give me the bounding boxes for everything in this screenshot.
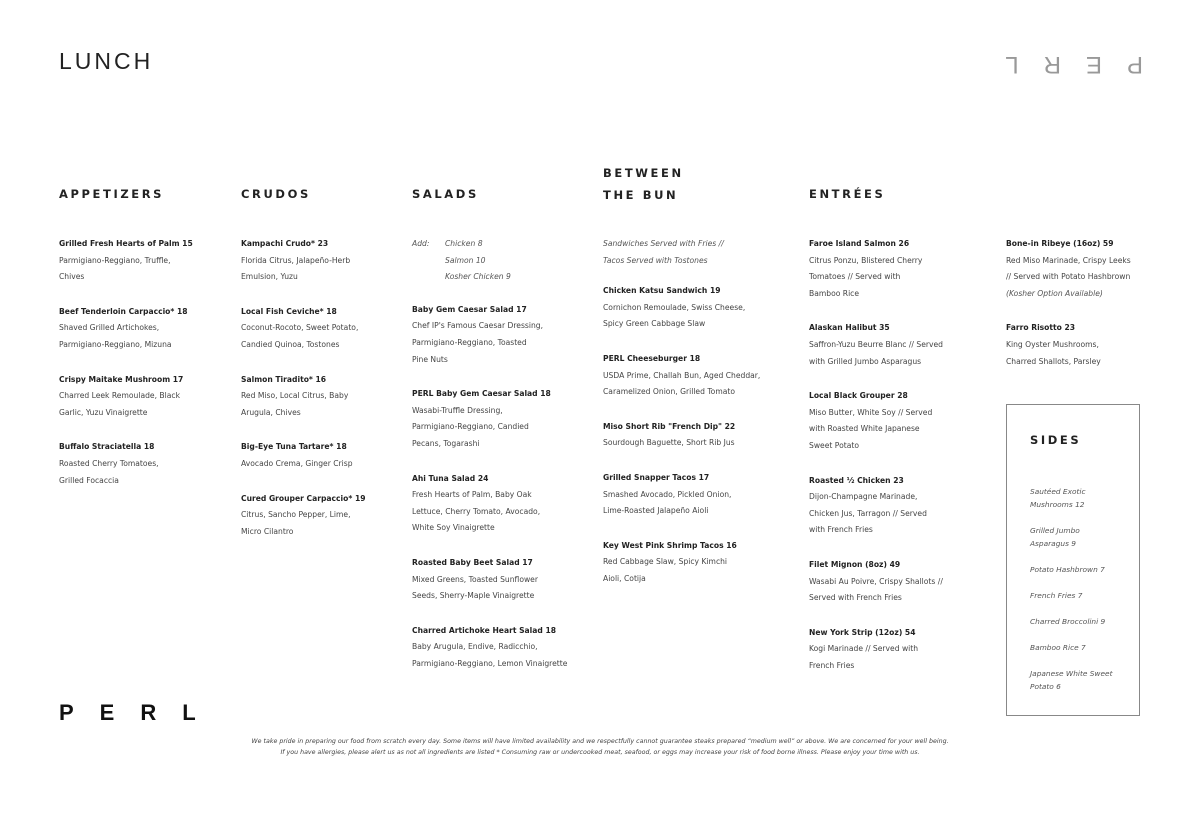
- side-item: [1030, 615, 1135, 628]
- note-line: Tacos Served with Tostones: [603, 255, 708, 265]
- heading-between-the-bun: [603, 162, 684, 206]
- menu-item: [241, 304, 426, 354]
- side-line: Sautéed Exotic: [1030, 487, 1086, 496]
- heading-entrees: ENTRÉES: [809, 187, 886, 201]
- add-option: Salmon 10: [445, 255, 486, 265]
- item-name: Miso Short Rib "French Dip" 22: [603, 421, 736, 431]
- item-description: Parmigiano-Reggiano, Toasted: [412, 337, 527, 347]
- item-name: Grilled Fresh Hearts of Palm 15: [59, 239, 193, 248]
- item-description: Lime-Roasted Jalapeño Aioli: [603, 506, 709, 516]
- item-name: Roasted ½ Chicken 23: [809, 475, 904, 485]
- item-description: Served with French Fries: [809, 593, 902, 603]
- menu-item: [241, 491, 426, 541]
- item-description: Cornichon Remoulade, Swiss Cheese,: [603, 302, 746, 312]
- item-description: Tomatoes // Served with: [809, 272, 901, 282]
- menu-item: [412, 386, 597, 452]
- bun-note: [603, 236, 788, 269]
- item-description: Chef IP's Famous Caesar Dressing,: [412, 321, 544, 331]
- menu-item: [241, 372, 426, 422]
- item-name: Local Black Grouper 28: [809, 391, 908, 401]
- item-description: Parmigiano-Reggiano, Lemon Vinaigrette: [412, 658, 568, 668]
- menu-item: [809, 388, 994, 454]
- item-description: Citrus, Sancho Pepper, Lime,: [241, 510, 351, 520]
- appetizers-column: [59, 236, 244, 507]
- item-description: Parmigiano-Reggiano, Mizuna: [59, 339, 172, 349]
- salad-add-ons: [412, 236, 597, 286]
- item-name: PERL Baby Gem Caesar Salad 18: [412, 389, 551, 399]
- menu-item: [59, 372, 244, 422]
- menu-item: [603, 283, 788, 333]
- item-description: Roasted Cherry Tomatoes,: [59, 458, 159, 468]
- item-description: Wasabi Au Poivre, Crispy Shallots //: [809, 576, 943, 586]
- item-description: Sweet Potato: [809, 440, 859, 450]
- side-line: Potato Hashbrown 7: [1030, 565, 1105, 574]
- add-option: Kosher Chicken 9: [445, 272, 511, 282]
- menu-item: [59, 439, 244, 489]
- item-description: Bamboo Rice: [809, 288, 860, 298]
- item-description: Aioli, Cotija: [603, 573, 646, 583]
- side-line: Potato 6: [1030, 682, 1061, 691]
- item-description: Coconut-Rocoto, Sweet Potato,: [241, 323, 359, 333]
- side-line: Mushrooms 12: [1030, 500, 1085, 509]
- item-description: Emulsion, Yuzu: [241, 272, 298, 282]
- item-description: Mixed Greens, Toasted Sunflower: [412, 574, 538, 584]
- footer-line: If you have allergies, please alert us as not all ingredients are listed * Consuming raw or undercooked meat, seafood, or eggs may increase your risk of food borne illness. Please enjoy your time with us.: [280, 749, 920, 756]
- item-name: Faroe Island Salmon 26: [809, 239, 910, 248]
- item-name: Filet Mignon (8oz) 49: [809, 559, 901, 569]
- item-description: Candied Quinoa, Tostones: [241, 339, 340, 349]
- item-description: Chives: [59, 272, 85, 282]
- item-description: Arugula, Chives: [241, 407, 301, 417]
- heading-salads: SALADS: [412, 187, 479, 201]
- mirrored-logo: PERL: [980, 51, 1143, 78]
- item-name: Alaskan Halibut 35: [809, 323, 890, 333]
- item-name: Local Fish Ceviche* 18: [241, 306, 337, 316]
- menu-item: [603, 351, 788, 401]
- item-name: Ahi Tuna Salad 24: [412, 473, 489, 483]
- heading-line: BETWEEN: [603, 166, 684, 180]
- item-description: Wasabi-Truffle Dressing,: [412, 405, 503, 415]
- item-description: Florida Citrus, Jalapeño-Herb: [241, 255, 351, 265]
- salads-column: [412, 236, 597, 690]
- item-description: Saffron-Yuzu Beurre Blanc // Served: [809, 339, 943, 349]
- menu-item: [412, 555, 597, 605]
- menu-item: [412, 302, 597, 368]
- note-line: Sandwiches Served with Fries //: [603, 239, 724, 248]
- item-name: Cured Grouper Carpaccio* 19: [241, 493, 366, 503]
- item-name: Grilled Snapper Tacos 17: [603, 472, 710, 482]
- menu-item: [809, 236, 994, 302]
- entrees-column: [809, 236, 994, 692]
- item-name: Kampachi Crudo* 23: [241, 239, 329, 248]
- item-name: Salmon Tiradito* 16: [241, 374, 327, 384]
- item-description: with French Fries: [809, 525, 873, 535]
- side-item: [1030, 485, 1135, 511]
- item-description: Red Miso, Local Citrus, Baby: [241, 391, 349, 401]
- item-description: Pecans, Togarashi: [412, 438, 480, 448]
- item-description: Parmigiano-Reggiano, Truffle,: [59, 255, 171, 265]
- item-description: Smashed Avocado, Pickled Onion,: [603, 489, 732, 499]
- item-description: Sourdough Baguette, Short Rib Jus: [603, 438, 735, 448]
- entrees-column-2: [1006, 236, 1191, 388]
- heading-sides: SIDES: [1030, 433, 1082, 447]
- item-name: Beef Tenderloin Carpaccio* 18: [59, 306, 188, 316]
- side-item: [1030, 641, 1135, 654]
- item-description: Chicken Jus, Tarragon // Served: [809, 508, 927, 518]
- side-line: Asparagus 9: [1030, 539, 1076, 548]
- side-item: [1030, 589, 1135, 602]
- menu-item: [809, 320, 994, 370]
- item-name: PERL Cheeseburger 18: [603, 353, 701, 363]
- side-item: [1030, 667, 1135, 693]
- bun-column: [603, 236, 788, 606]
- menu-item: [809, 625, 994, 675]
- menu-item: [412, 471, 597, 537]
- side-item: [1030, 563, 1135, 576]
- item-description: Fresh Hearts of Palm, Baby Oak: [412, 490, 532, 500]
- item-description: Baby Arugula, Endive, Radicchio,: [412, 642, 538, 652]
- item-description: Garlic, Yuzu Vinaigrette: [59, 407, 148, 417]
- menu-item: [59, 304, 244, 354]
- item-name: Baby Gem Caesar Salad 17: [412, 304, 527, 314]
- item-name: Bone-in Ribeye (16oz) 59: [1006, 239, 1114, 248]
- add-label: Add:: [412, 239, 430, 248]
- item-description: Dijon-Champagne Marinade,: [809, 492, 918, 502]
- item-description: French Fries: [809, 660, 855, 670]
- item-name: Buffalo Straciatella 18: [59, 442, 155, 452]
- item-description: Citrus Ponzu, Blistered Cherry: [809, 255, 923, 265]
- menu-item: [603, 419, 788, 452]
- item-name: Roasted Baby Beet Salad 17: [412, 557, 533, 567]
- item-description: Parmigiano-Reggiano, Candied: [412, 422, 529, 432]
- item-name: Charred Artichoke Heart Salad 18: [412, 625, 557, 635]
- item-description: Caramelized Onion, Grilled Tomato: [603, 387, 736, 397]
- menu-item: [412, 623, 597, 673]
- item-description: Red Miso Marinade, Crispy Leeks: [1006, 255, 1131, 265]
- menu-item: [603, 470, 788, 520]
- menu-item: [1006, 236, 1191, 302]
- menu-item: [809, 473, 994, 539]
- heading-crudos: CRUDOS: [241, 187, 311, 201]
- sides-box: [1006, 404, 1140, 716]
- item-name: New York Strip (12oz) 54: [809, 627, 916, 637]
- heading-line: THE BUN: [603, 188, 679, 202]
- item-description: Charred Leek Remoulade, Black: [59, 391, 180, 401]
- add-option: Chicken 8: [445, 239, 483, 248]
- footer-line: We take pride in preparing our food from scratch every day. Some items will have limited availability and we respectfully cannot guarantee steaks prepared “medium well” or above. We are concerned for your well being.: [251, 738, 949, 745]
- menu-item: [809, 557, 994, 607]
- item-description: Grilled Focaccia: [59, 475, 119, 485]
- item-name: Key West Pink Shrimp Tacos 16: [603, 540, 737, 550]
- menu-item: [59, 236, 244, 286]
- menu-item: [603, 538, 788, 588]
- item-description: // Served with Potato Hashbrown: [1006, 272, 1131, 282]
- item-description: Shaved Grilled Artichokes,: [59, 323, 160, 333]
- heading-appetizers: APPETIZERS: [59, 187, 165, 201]
- item-description: Red Cabbage Slaw, Spicy Kimchi: [603, 557, 728, 567]
- item-description: Spicy Green Cabbage Slaw: [603, 319, 706, 329]
- side-line: Grilled Jumbo: [1030, 526, 1080, 535]
- item-description: Seeds, Sherry-Maple Vinaigrette: [412, 591, 535, 601]
- item-name: Chicken Katsu Sandwich 19: [603, 286, 721, 296]
- side-line: Bamboo Rice 7: [1030, 643, 1086, 652]
- item-name: Farro Risotto 23: [1006, 323, 1076, 333]
- item-note: (Kosher Option Available): [1006, 288, 1103, 298]
- item-description: Micro Cilantro: [241, 526, 294, 536]
- item-description: USDA Prime, Challah Bun, Aged Cheddar,: [603, 370, 761, 380]
- menu-item: [1006, 320, 1191, 370]
- item-description: Avocado Crema, Ginger Crisp: [241, 458, 353, 468]
- side-line: French Fries 7: [1030, 591, 1083, 600]
- item-name: Big-Eye Tuna Tartare* 18: [241, 442, 347, 452]
- item-description: Lettuce, Cherry Tomato, Avocado,: [412, 506, 541, 516]
- side-item: [1030, 524, 1135, 550]
- perl-logo: PERL: [59, 700, 222, 725]
- side-line: Charred Broccolini 9: [1030, 617, 1106, 626]
- item-description: with Roasted White Japanese: [809, 424, 920, 434]
- item-description: Charred Shallots, Parsley: [1006, 356, 1101, 366]
- side-line: Japanese White Sweet: [1030, 669, 1113, 678]
- item-description: Kogi Marinade // Served with: [809, 644, 919, 654]
- item-description: Pine Nuts: [412, 354, 448, 364]
- menu-item: [241, 439, 426, 472]
- menu-item: [241, 236, 426, 286]
- footer-disclaimer: [0, 736, 1200, 758]
- item-name: Crispy Maitake Mushroom 17: [59, 374, 184, 384]
- item-description: with Grilled Jumbo Asparagus: [809, 356, 922, 366]
- page-title: LUNCH: [59, 48, 154, 74]
- crudos-column: [241, 236, 426, 558]
- item-description: White Soy Vinaigrette: [412, 523, 495, 533]
- item-description: Miso Butter, White Soy // Served: [809, 407, 933, 417]
- item-description: King Oyster Mushrooms,: [1006, 339, 1099, 349]
